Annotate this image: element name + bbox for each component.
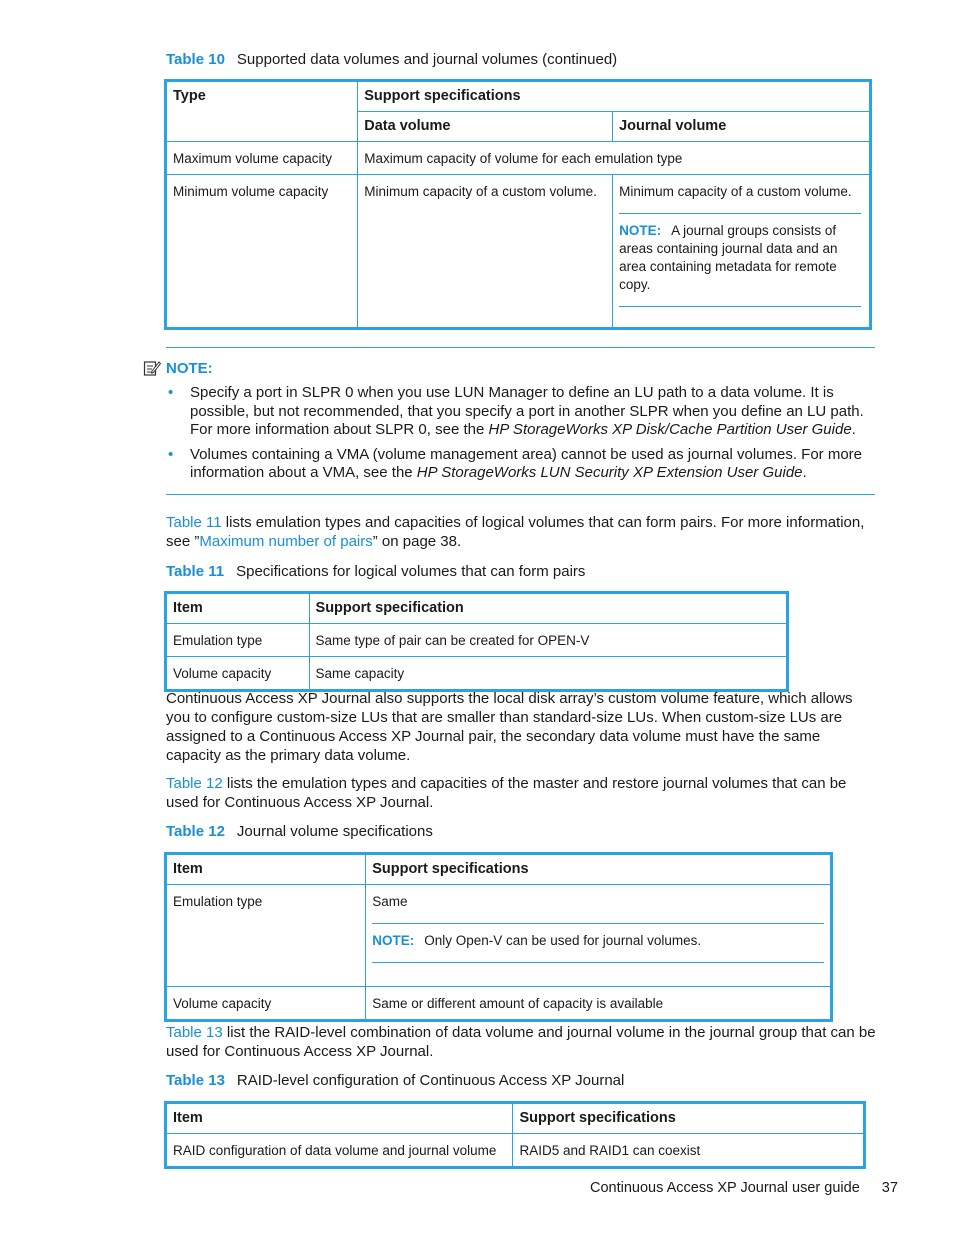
table10-caption-text: Supported data volumes and journal volumes (continued): [236, 51, 618, 68]
table13-caption-text: RAID-level configuration of Continuous Access XP Journal: [236, 1072, 625, 1089]
table10-note-bottom-rule: [619, 306, 861, 321]
table10-note: [619, 213, 861, 294]
note-top-rule: [166, 347, 875, 348]
note-bullet-2: [166, 446, 866, 483]
page-number: 37: [881, 1180, 898, 1196]
para1-text2: ” on page 38.: [372, 533, 462, 550]
table12-r2-item: Volume capacity: [166, 987, 366, 1021]
table10-header-support: Support specifications: [358, 81, 871, 112]
table10-row2-journal-text: Minimum capacity of a custom volume.: [619, 184, 852, 199]
note-bottom-rule: [166, 494, 875, 495]
table12-note: [372, 923, 824, 950]
table10: [164, 79, 872, 330]
para3-text: lists the emulation types and capacities of the master and restore journal volumes that can be used for Continuous Access XP Journal.: [166, 775, 847, 811]
table12-caption: [166, 823, 433, 840]
table12-r1-spec-cell: [366, 885, 832, 987]
table12-caption-label: Table 12: [166, 823, 225, 840]
note-pencil-icon: [143, 359, 161, 377]
table11-r2-item: Volume capacity: [166, 657, 310, 691]
table12: [164, 852, 833, 1022]
para-table13-intro: [166, 1023, 876, 1061]
note-bullet-2-text: Volumes containing a VMA (volume management area) cannot be used as journal volumes. For more information about a VMA, see the: [190, 445, 863, 481]
note-bullets: [166, 384, 866, 483]
table11-caption-label: Table 11: [166, 563, 225, 580]
table13-caption-label: Table 13: [166, 1072, 225, 1089]
note-bullet-1-end: .: [851, 421, 856, 438]
footer: [590, 1180, 898, 1196]
para-table11-intro: [166, 513, 876, 551]
table10-row2-data: Minimum capacity of a custom volume.: [358, 175, 613, 329]
table10-header-type: Type: [166, 81, 358, 142]
table10-note-label: NOTE:: [619, 223, 662, 238]
para-table12-intro: [166, 774, 876, 812]
footer-title: Continuous Access XP Journal user guide: [590, 1180, 860, 1196]
table12-link[interactable]: Table 12: [166, 775, 223, 792]
table11-header-spec: Support specification: [309, 593, 787, 624]
table12-r1-spec: Same: [372, 894, 408, 909]
para4-text: list the RAID-level combination of data volume and journal volume in the journal group that can be used for Continuous Access XP Journal.: [166, 1024, 876, 1060]
note-label: NOTE:: [166, 359, 213, 377]
table10-row2-journal: [613, 175, 871, 329]
table13-link[interactable]: Table 13: [166, 1024, 223, 1041]
note-bullet-2-end: .: [802, 464, 807, 481]
table11-r1-item: Emulation type: [166, 624, 310, 657]
note-box: [143, 359, 875, 489]
table11-caption-text: Specifications for logical volumes that can form pairs: [236, 563, 586, 580]
table12-header-spec: Support specifications: [366, 854, 832, 885]
table10-row1-spec: Maximum capacity of volume for each emulation type: [358, 142, 871, 175]
table13-header-item: Item: [166, 1103, 513, 1134]
note-bullet-1-title: HP StorageWorks XP Disk/Cache Partition User Guide: [488, 421, 852, 438]
table10-caption: [166, 51, 617, 68]
table13-r1-item: RAID configuration of data volume and journal volume: [166, 1134, 513, 1168]
table11-r1-spec: Same type of pair can be created for OPEN-V: [309, 624, 787, 657]
table11: [164, 591, 789, 692]
table12-caption-text: Journal volume specifications: [236, 823, 433, 840]
max-pairs-link[interactable]: Maximum number of pairs: [199, 533, 373, 550]
table13-caption: [166, 1072, 624, 1089]
para1-text1: lists emulation types and capacities of logical volumes that can form pairs. For more information, see ”: [166, 514, 865, 550]
table10-caption-label: Table 10: [166, 51, 225, 68]
table10-note-text: A journal groups consists of areas containing journal data and an area containing metadata for remote copy.: [619, 223, 838, 292]
para-custom-volume: Continuous Access XP Journal also supports the local disk array’s custom volume feature, which allows you to configure custom-size LUs that are smaller than standard-size LUs. When custom-size LUs are assigned to a Continuous Access XP Journal pair, the secondary data volume must have the same capacity as the primary data volume.: [166, 690, 853, 764]
table10-row2-type: Minimum volume capacity: [166, 175, 358, 329]
table10-row1-type: Maximum volume capacity: [166, 142, 358, 175]
table11-header-item: Item: [166, 593, 310, 624]
table12-note-text: Only Open-V can be used for journal volumes.: [424, 933, 702, 948]
table10-header-data-volume: Data volume: [358, 112, 613, 142]
table13-header-spec: Support specifications: [513, 1103, 865, 1134]
table12-r2-spec: Same or different amount of capacity is available: [366, 987, 832, 1021]
table11-r2-spec: Same capacity: [309, 657, 787, 691]
table10-header-journal-volume: Journal volume: [613, 112, 871, 142]
table13: [164, 1101, 866, 1169]
table11-link[interactable]: Table 11: [166, 514, 222, 531]
table12-header-item: Item: [166, 854, 366, 885]
table11-caption: [166, 563, 585, 580]
note-bullet-1: [166, 384, 866, 440]
note-bullet-1-text: Specify a port in SLPR 0 when you use LUN Manager to define an LU path to a data volume. It is possible, but not recommended, that you specify a port in another SLPR when you define an LU path. For more information about SLPR 0, see the: [190, 384, 864, 438]
table12-note-bottom-rule: [372, 962, 824, 971]
table12-r1-item: Emulation type: [166, 885, 366, 987]
table12-note-label: NOTE:: [372, 933, 415, 948]
table13-r1-spec: RAID5 and RAID1 can coexist: [513, 1134, 865, 1168]
note-bullet-2-title: HP StorageWorks LUN Security XP Extension User Guide: [416, 464, 803, 481]
